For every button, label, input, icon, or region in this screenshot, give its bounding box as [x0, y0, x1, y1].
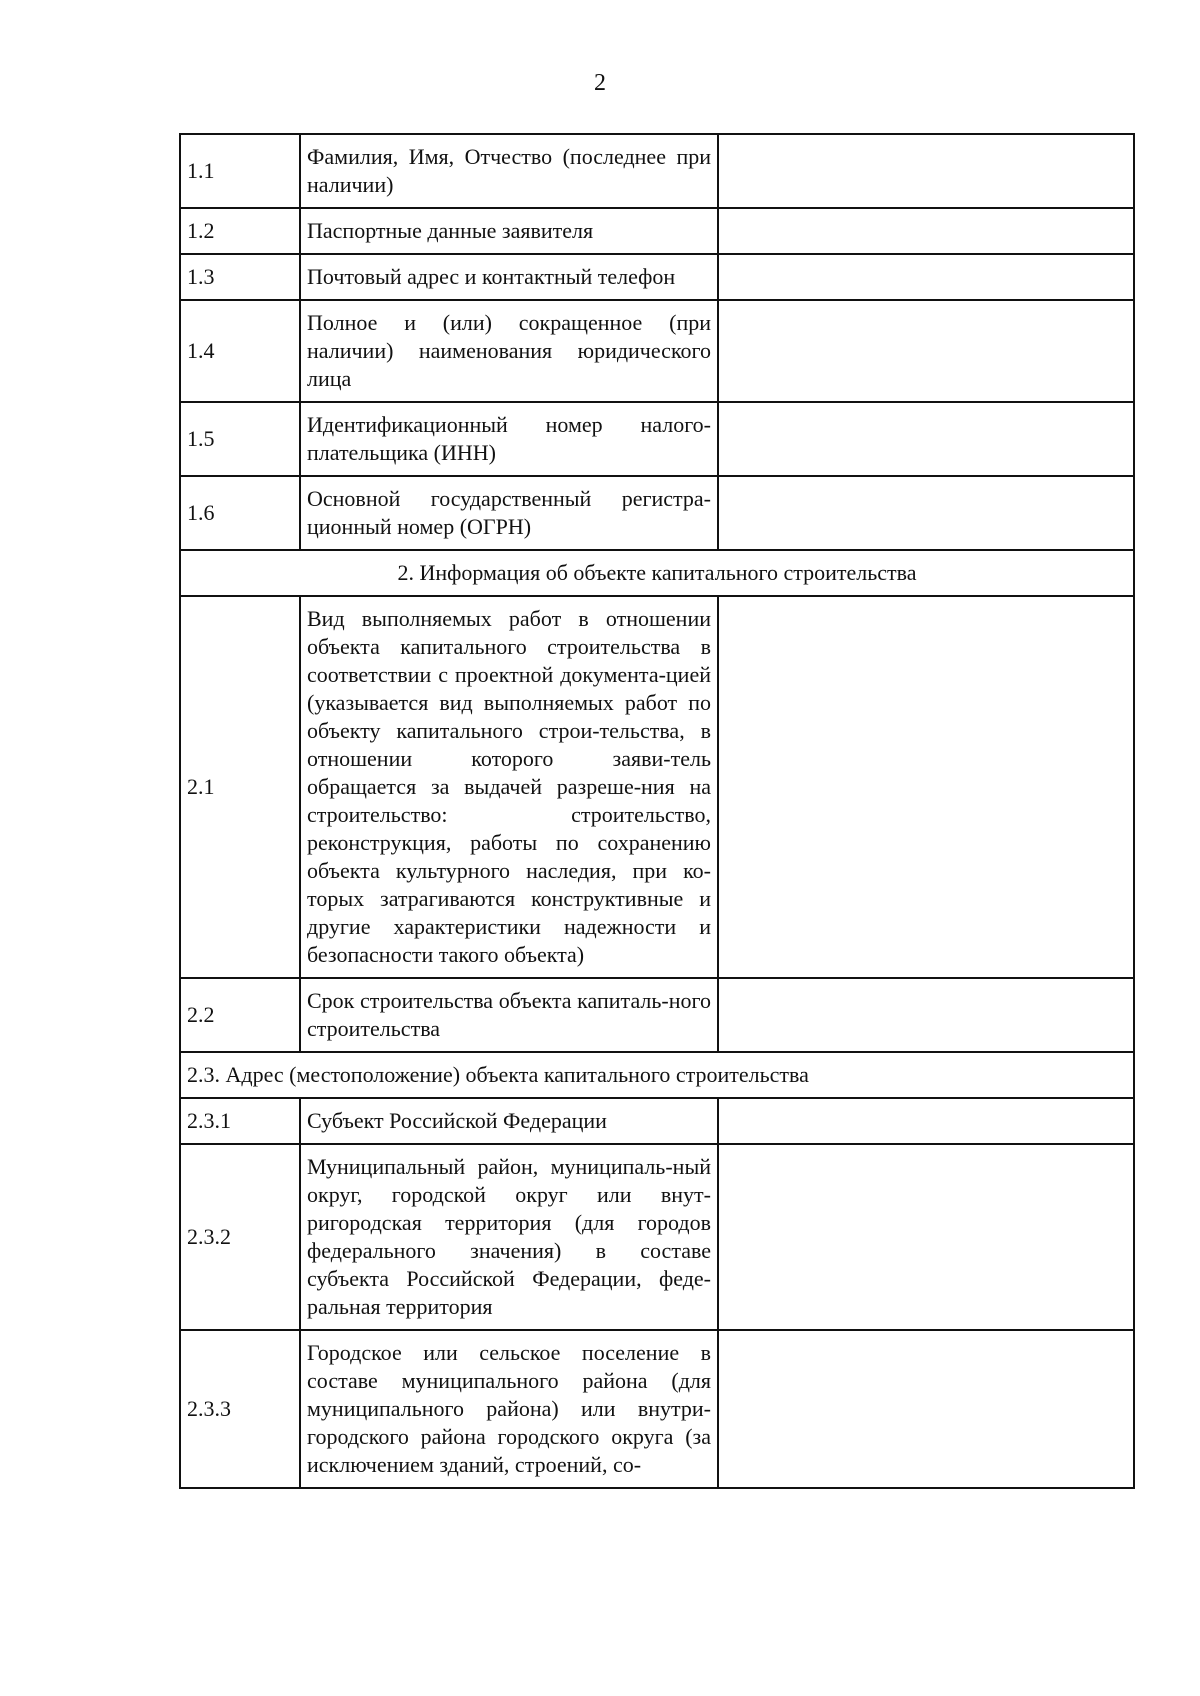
row-number: 2.3.3	[180, 1330, 300, 1488]
row-label: Полное и (или) сокращенное (при наличии) наименования юридического лица	[300, 300, 718, 402]
row-value-field[interactable]	[718, 1330, 1134, 1488]
table-row	[180, 300, 1134, 402]
row-number: 1.2	[180, 208, 300, 254]
row-label: Основной государственный регистра-ционный номер (ОГРН)	[300, 476, 718, 550]
row-label: Почтовый адрес и контактный телефон	[300, 254, 718, 300]
row-label: Вид выполняемых работ в отношении объекта капитального строительства в соответствии с проектной документа-цией (указывается вид выполняемых работ по объекту капитального строи-тельства, в отношении которого заяви-тель обращается за выдачей разреше-ния на строительство: строительство, реконструкция, работы по сохранению объекта культурного наследия, при ко-торых затрагиваются конструктивные и другие характеристики надежности и безопасности такого объекта)	[300, 596, 718, 978]
table-row	[180, 476, 1134, 550]
table-row	[180, 208, 1134, 254]
table-row	[180, 596, 1134, 978]
row-number: 1.5	[180, 402, 300, 476]
row-value-field[interactable]	[718, 978, 1134, 1052]
row-value-field[interactable]	[718, 402, 1134, 476]
row-number: 2.3.1	[180, 1098, 300, 1144]
row-number: 1.6	[180, 476, 300, 550]
table-row	[180, 254, 1134, 300]
section-title: 2.3. Адрес (местоположение) объекта капитального строительства	[180, 1052, 1134, 1098]
page-number: 2	[594, 70, 606, 96]
row-value-field[interactable]	[718, 208, 1134, 254]
row-number: 1.1	[180, 134, 300, 208]
row-value-field[interactable]	[718, 1098, 1134, 1144]
form-table-body	[180, 134, 1134, 1488]
row-label: Фамилия, Имя, Отчество (последнее при наличии)	[300, 134, 718, 208]
row-number: 1.3	[180, 254, 300, 300]
table-row	[180, 134, 1134, 208]
section-header-row	[180, 1052, 1134, 1098]
row-number: 1.4	[180, 300, 300, 402]
table-row	[180, 1330, 1134, 1488]
row-value-field[interactable]	[718, 476, 1134, 550]
row-label: Городское или сельское поселение в составе муниципального района (для муниципального района) или внутри-городского района городского округа (за исключением зданий, строений, со-	[300, 1330, 718, 1488]
row-label: Муниципальный район, муниципаль-ный округ, городской округ или внут-ригородская территория (для городов федерального значения) в составе субъекта Российской Федерации, феде-ральная территория	[300, 1144, 718, 1330]
table-row	[180, 978, 1134, 1052]
row-value-field[interactable]	[718, 254, 1134, 300]
row-label: Идентификационный номер налого-плательщика (ИНН)	[300, 402, 718, 476]
row-value-field[interactable]	[718, 134, 1134, 208]
row-number: 2.2	[180, 978, 300, 1052]
row-number: 2.3.2	[180, 1144, 300, 1330]
table-row	[180, 402, 1134, 476]
row-label: Субъект Российской Федерации	[300, 1098, 718, 1144]
section-title: 2. Информация об объекте капитального строительства	[180, 550, 1134, 596]
row-value-field[interactable]	[718, 596, 1134, 978]
row-label: Паспортные данные заявителя	[300, 208, 718, 254]
row-number: 2.1	[180, 596, 300, 978]
row-label: Срок строительства объекта капиталь-ного строительства	[300, 978, 718, 1052]
section-header-row	[180, 550, 1134, 596]
application-form-table	[179, 133, 1135, 1489]
row-value-field[interactable]	[718, 300, 1134, 402]
table-row	[180, 1098, 1134, 1144]
table-row	[180, 1144, 1134, 1330]
row-value-field[interactable]	[718, 1144, 1134, 1330]
